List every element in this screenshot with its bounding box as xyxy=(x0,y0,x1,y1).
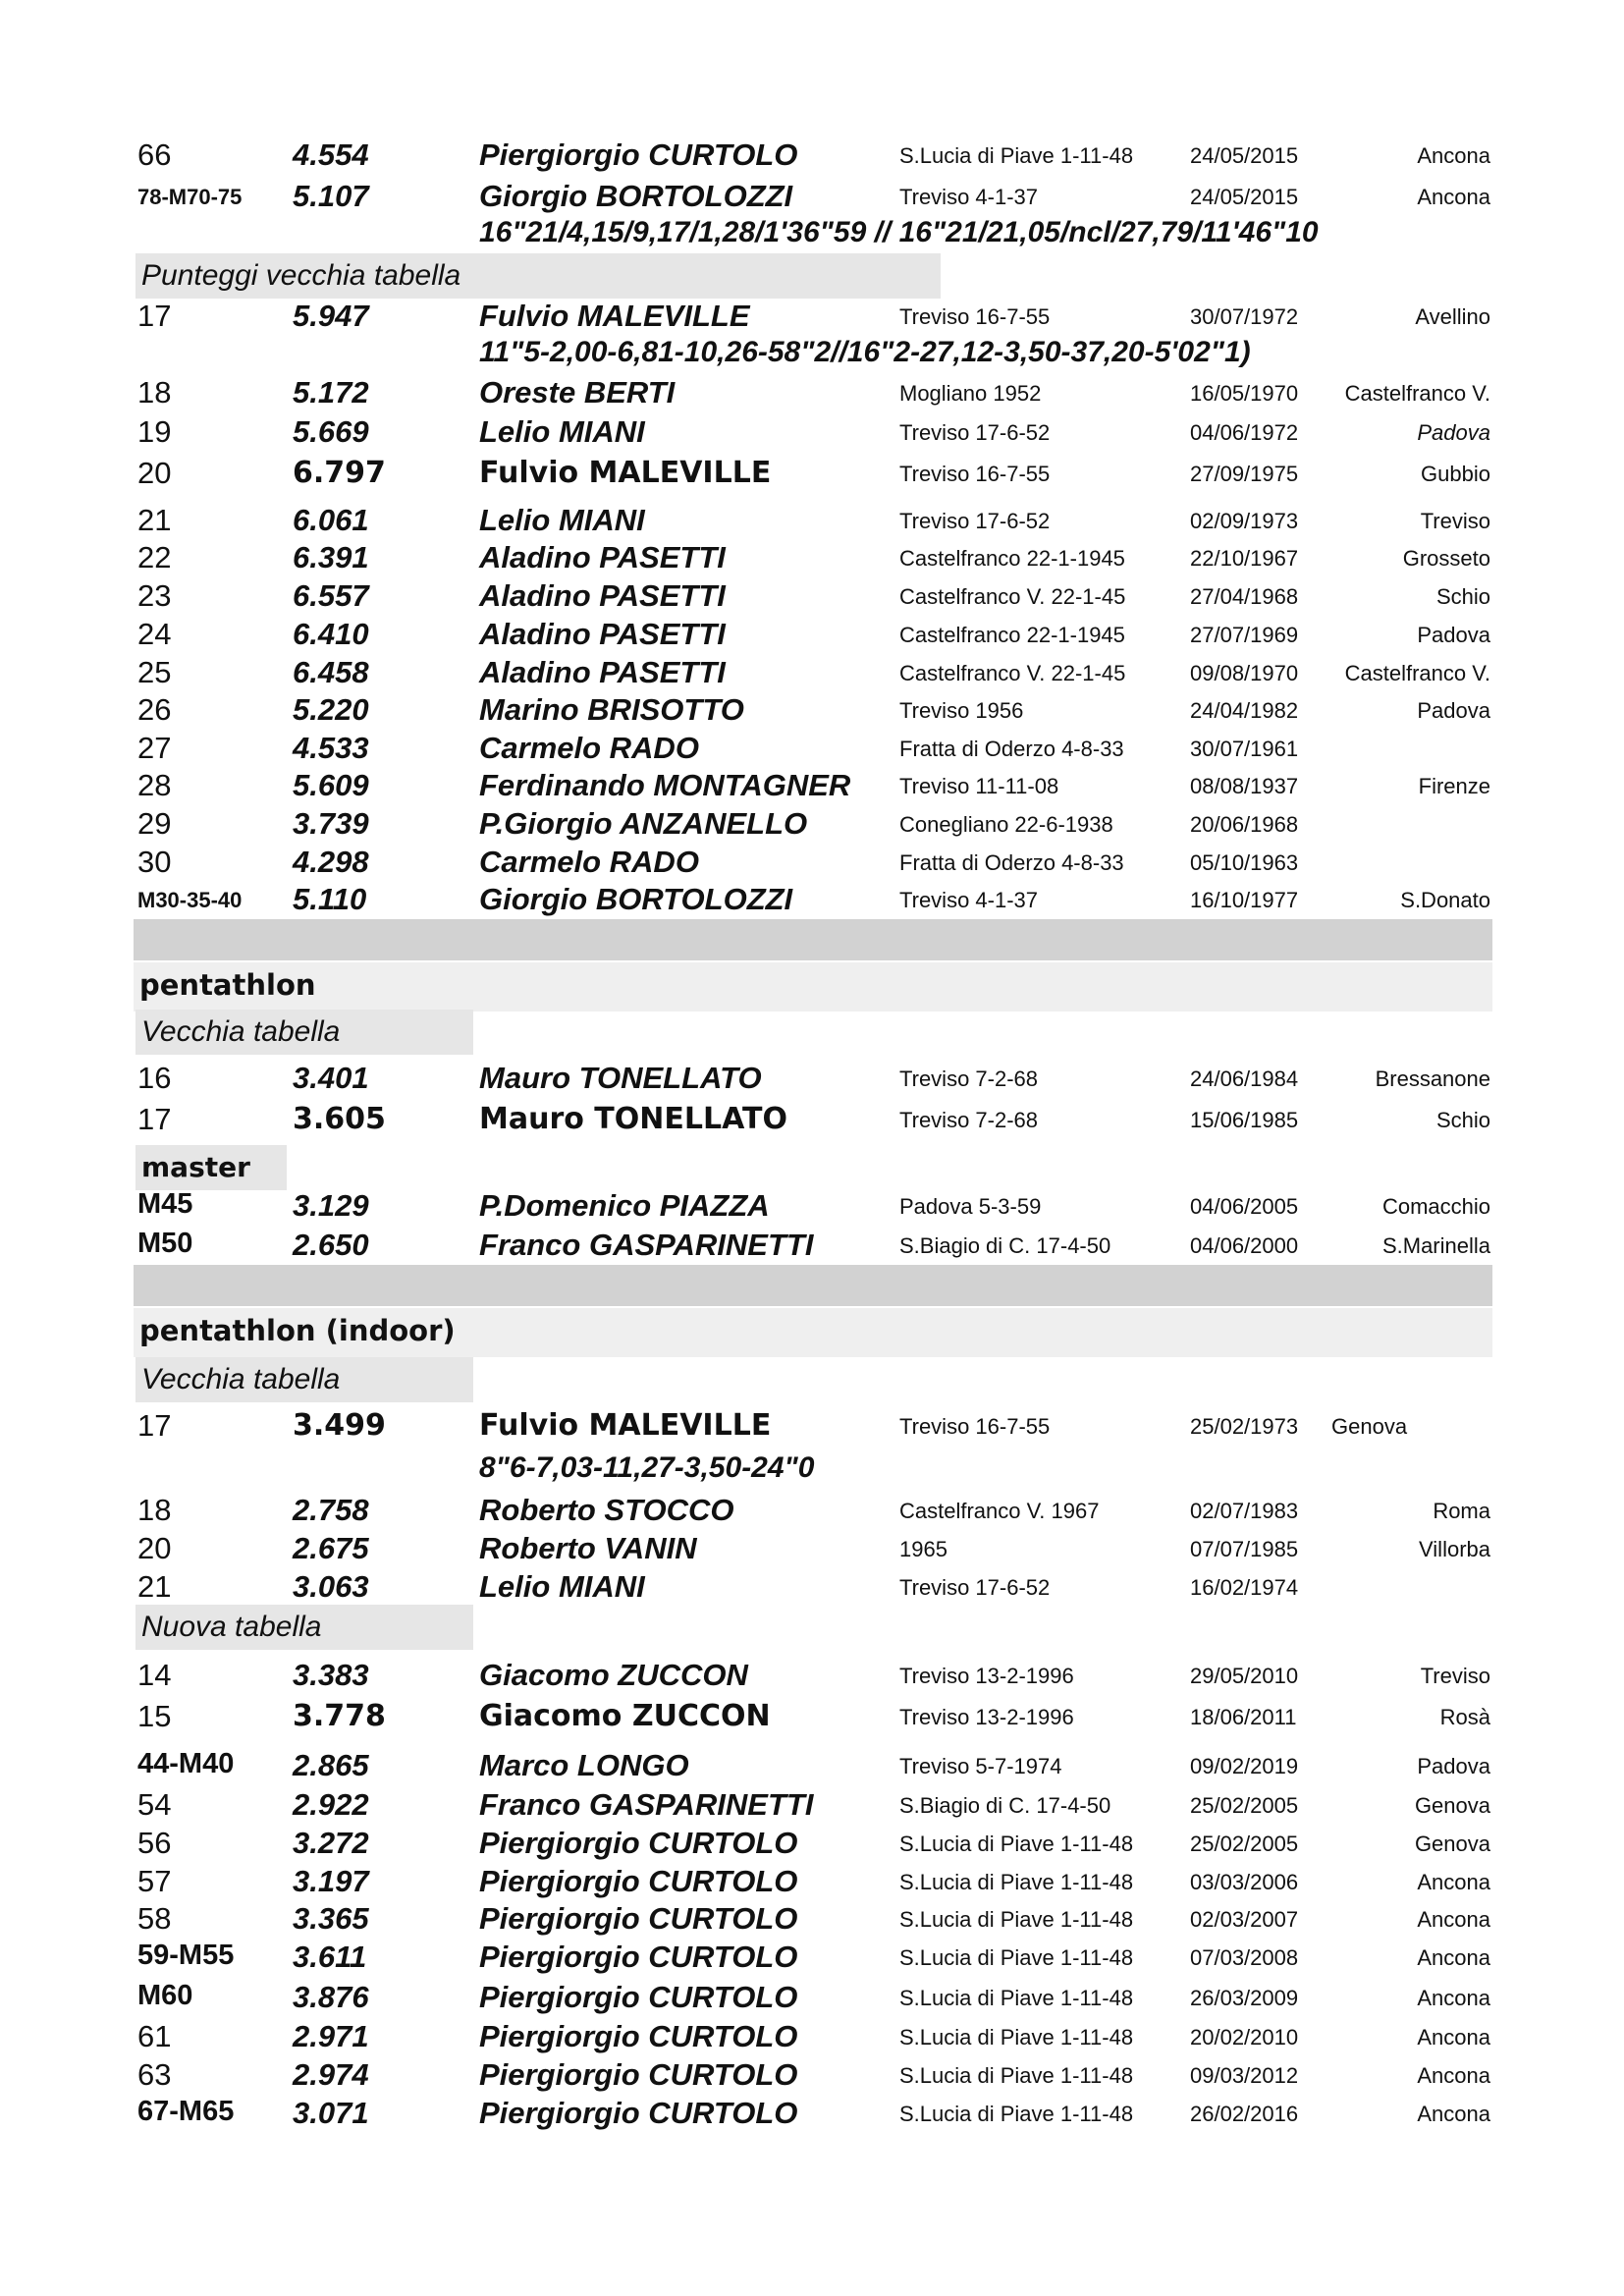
birth-place-date: Treviso 5-7-1974 xyxy=(899,1754,1062,1778)
record-row xyxy=(0,1188,1624,1228)
subsection-label xyxy=(135,1010,473,1055)
record-row xyxy=(0,503,1624,542)
score: 6.061 xyxy=(293,503,369,537)
record-row xyxy=(0,1699,1624,1738)
record-date: 18/06/2011 xyxy=(1190,1705,1297,1729)
record-date: 08/08/1937 xyxy=(1190,774,1299,798)
athlete-name: Fulvio MALEVILLE xyxy=(479,456,772,490)
score: 2.974 xyxy=(293,2057,369,2092)
record-date: 30/07/1972 xyxy=(1190,304,1299,329)
athlete-name: Aladino PASETTI xyxy=(479,540,726,574)
birth-place-date: 1965 xyxy=(899,1537,947,1561)
venue: Ancona xyxy=(1417,185,1490,209)
age-category: 56 xyxy=(137,1826,172,1860)
section-title: pentathlon (indoor) xyxy=(139,1314,456,1347)
age-category: 18 xyxy=(137,1493,172,1527)
record-date: 27/07/1969 xyxy=(1190,623,1299,647)
athlete-name: Oreste BERTI xyxy=(479,375,676,410)
score: 3.739 xyxy=(293,806,369,841)
record-row xyxy=(0,1940,1624,1979)
section-header-bg xyxy=(134,962,1492,1011)
age-category: M45 xyxy=(137,1188,193,1220)
score: 6.797 xyxy=(293,456,386,490)
birth-place-date: Treviso 16-7-55 xyxy=(899,304,1051,329)
record-row xyxy=(0,1569,1624,1609)
record-row xyxy=(0,2019,1624,2058)
venue: Ancona xyxy=(1417,1945,1490,1970)
birth-place-date: Treviso 13-2-1996 xyxy=(899,1664,1074,1688)
score: 3.272 xyxy=(293,1826,369,1860)
score: 4.533 xyxy=(293,731,369,765)
event-splits: 11"5-2,00-6,81-10,26-58"2//16"2-27,12-3,50-37,20-5'02"1) xyxy=(479,336,1251,368)
athlete-name: Franco GASPARINETTI xyxy=(479,1787,814,1822)
venue: Genova xyxy=(1414,1831,1490,1856)
birth-place-date: Treviso 4-1-37 xyxy=(899,185,1039,209)
athlete-name: Carmelo RADO xyxy=(479,731,699,765)
age-category: 28 xyxy=(137,768,172,802)
score: 6.410 xyxy=(293,617,369,651)
athlete-name: Piergiorgio CURTOLO xyxy=(479,2057,798,2092)
record-date: 20/06/1968 xyxy=(1190,812,1299,837)
athlete-name: Piergiorgio CURTOLO xyxy=(479,1901,798,1936)
birth-place-date: Treviso 11-11-08 xyxy=(899,774,1059,798)
age-category: 19 xyxy=(137,414,172,449)
age-category: 24 xyxy=(137,617,172,651)
age-category: 66 xyxy=(137,137,172,172)
record-row xyxy=(0,1408,1624,1448)
age-category: 17 xyxy=(137,1102,172,1136)
birth-place-date: Treviso 17-6-52 xyxy=(899,509,1051,533)
score: 5.609 xyxy=(293,768,369,802)
age-category: 63 xyxy=(137,2057,172,2092)
record-date: 30/07/1961 xyxy=(1190,737,1299,761)
birth-place-date: S.Lucia di Piave 1-11-48 xyxy=(899,2063,1134,2088)
age-category: M60 xyxy=(137,1980,193,2011)
athlete-name: Giorgio BORTOLOZZI xyxy=(479,882,793,916)
birth-place-date: S.Lucia di Piave 1-11-48 xyxy=(899,1945,1134,1970)
venue: Padova xyxy=(1417,420,1490,445)
birth-place-date: S.Lucia di Piave 1-11-48 xyxy=(899,2025,1134,2050)
athlete-name: Mauro TONELLATO xyxy=(479,1102,787,1136)
venue: Bressanone xyxy=(1375,1066,1490,1091)
subsection-label xyxy=(135,1357,473,1402)
birth-place-date: Mogliano 1952 xyxy=(899,381,1042,406)
record-date: 20/02/2010 xyxy=(1190,2025,1299,2050)
venue: Firenze xyxy=(1418,774,1490,798)
venue: Ancona xyxy=(1417,1870,1490,1894)
age-category: 20 xyxy=(137,1531,172,1565)
age-category: 21 xyxy=(137,503,172,537)
record-row xyxy=(0,1748,1624,1787)
venue: Schio xyxy=(1435,1108,1490,1132)
birth-place-date: S.Lucia di Piave 1-11-48 xyxy=(899,1870,1134,1894)
venue: Treviso xyxy=(1420,509,1490,533)
subsection-text: Vecchia tabella xyxy=(141,1363,341,1395)
athlete-name: Mauro TONELLATO xyxy=(479,1061,762,1095)
birth-place-date: S.Lucia di Piave 1-11-48 xyxy=(899,143,1134,168)
birth-place-date: Padova 5-3-59 xyxy=(899,1194,1042,1219)
venue: Ancona xyxy=(1417,1986,1490,2010)
venue: Schio xyxy=(1435,584,1490,609)
record-row xyxy=(0,540,1624,579)
venue: Ancona xyxy=(1417,143,1490,168)
age-category: 61 xyxy=(137,2019,172,2053)
age-category: 59-M55 xyxy=(137,1940,235,1971)
record-date: 02/03/2007 xyxy=(1190,1907,1299,1932)
age-category: 20 xyxy=(137,456,172,490)
record-row xyxy=(0,1787,1624,1827)
athlete-name: Lelio MIANI xyxy=(479,503,645,537)
age-category: 16 xyxy=(137,1061,172,1095)
athlete-name: P.Giorgio ANZANELLO xyxy=(479,806,808,841)
athlete-name: P.Domenico PIAZZA xyxy=(479,1188,770,1223)
score: 5.107 xyxy=(293,179,369,213)
athlete-name: Ferdinando MONTAGNER xyxy=(479,768,851,802)
record-date: 04/06/2000 xyxy=(1190,1233,1299,1258)
athlete-name: Piergiorgio CURTOLO xyxy=(479,2096,798,2130)
birth-place-date: Treviso 17-6-52 xyxy=(899,1575,1051,1600)
score: 2.971 xyxy=(293,2019,369,2053)
athlete-name: Aladino PASETTI xyxy=(479,655,726,689)
athlete-name: Piergiorgio CURTOLO xyxy=(479,1980,798,2014)
birth-place-date: S.Biagio di C. 17-4-50 xyxy=(899,1793,1111,1818)
record-row xyxy=(0,456,1624,495)
record-row xyxy=(0,2096,1624,2135)
age-category: 30 xyxy=(137,845,172,879)
age-category: 14 xyxy=(137,1658,172,1692)
age-category: 54 xyxy=(137,1787,172,1822)
record-date: 16/05/1970 xyxy=(1190,381,1299,406)
record-date: 04/06/1972 xyxy=(1190,420,1299,445)
score: 6.391 xyxy=(293,540,369,574)
record-date: 09/03/2012 xyxy=(1190,2063,1299,2088)
separator-band xyxy=(134,919,1492,960)
age-category: 58 xyxy=(137,1901,172,1936)
subsection-text: master xyxy=(141,1151,250,1183)
record-date: 24/06/1984 xyxy=(1190,1066,1299,1091)
birth-place-date: S.Lucia di Piave 1-11-48 xyxy=(899,1986,1134,2010)
record-row xyxy=(0,1531,1624,1570)
birth-place-date: Treviso 13-2-1996 xyxy=(899,1705,1074,1729)
age-category: 21 xyxy=(137,1569,172,1604)
record-row xyxy=(0,731,1624,770)
venue: Castelfranco V. xyxy=(1344,381,1490,406)
record-row xyxy=(0,1228,1624,1267)
section-title: pentathlon xyxy=(139,968,316,1002)
record-row xyxy=(0,375,1624,414)
athlete-name: Giorgio BORTOLOZZI xyxy=(479,179,793,213)
record-row xyxy=(0,1658,1624,1697)
record-date: 16/02/1974 xyxy=(1190,1575,1299,1600)
score: 2.650 xyxy=(293,1228,369,1262)
record-date: 09/08/1970 xyxy=(1190,661,1299,685)
record-row xyxy=(0,1493,1624,1532)
record-row xyxy=(0,1980,1624,2019)
venue: Ancona xyxy=(1417,1907,1490,1932)
athlete-name: Giacomo ZUCCON xyxy=(479,1699,771,1733)
birth-place-date: Treviso 7-2-68 xyxy=(899,1108,1039,1132)
birth-place-date: Treviso 17-6-52 xyxy=(899,420,1051,445)
birth-place-date: Conegliano 22-6-1938 xyxy=(899,812,1113,837)
athlete-name: Lelio MIANI xyxy=(479,1569,645,1604)
score: 3.401 xyxy=(293,1061,369,1095)
record-date: 29/05/2010 xyxy=(1190,1664,1299,1688)
birth-place-date: S.Biagio di C. 17-4-50 xyxy=(899,1233,1111,1258)
event-splits: 8"6-7,03-11,27-3,50-24"0 xyxy=(479,1451,815,1484)
record-row xyxy=(0,414,1624,454)
record-date: 07/03/2008 xyxy=(1190,1945,1299,1970)
record-date: 25/02/2005 xyxy=(1190,1793,1299,1818)
age-category: 23 xyxy=(137,578,172,613)
birth-place-date: Castelfranco V. 22-1-45 xyxy=(899,661,1126,685)
athlete-name: Roberto VANIN xyxy=(479,1531,697,1565)
birth-place-date: Treviso 4-1-37 xyxy=(899,888,1039,912)
record-row xyxy=(0,1826,1624,1865)
score: 2.675 xyxy=(293,1531,369,1565)
record-date: 09/02/2019 xyxy=(1190,1754,1299,1778)
record-row xyxy=(0,882,1624,921)
score: 4.554 xyxy=(293,137,369,172)
record-date: 25/02/2005 xyxy=(1190,1831,1299,1856)
subsection-label xyxy=(135,253,941,299)
athlete-name: Piergiorgio CURTOLO xyxy=(479,1826,798,1860)
athlete-name: Fulvio MALEVILLE xyxy=(479,299,750,333)
record-date: 26/02/2016 xyxy=(1190,2102,1299,2126)
birth-place-date: Castelfranco 22-1-1945 xyxy=(899,623,1125,647)
record-row xyxy=(0,1901,1624,1941)
record-date: 27/09/1975 xyxy=(1190,462,1299,486)
record-date: 07/07/1985 xyxy=(1190,1537,1299,1561)
age-category: 25 xyxy=(137,655,172,689)
age-category: M30-35-40 xyxy=(137,888,243,912)
venue: Gubbio xyxy=(1421,462,1490,486)
athlete-name: Piergiorgio CURTOLO xyxy=(479,137,798,172)
age-category: 18 xyxy=(137,375,172,410)
record-date: 16/10/1977 xyxy=(1190,888,1299,912)
record-date: 24/05/2015 xyxy=(1190,185,1299,209)
athlete-name: Piergiorgio CURTOLO xyxy=(479,1864,798,1898)
subsection-text: Nuova tabella xyxy=(141,1611,322,1643)
subsection-text: Punteggi vecchia tabella xyxy=(141,259,461,292)
record-row xyxy=(0,2057,1624,2097)
venue: Padova xyxy=(1417,623,1490,647)
age-category: 29 xyxy=(137,806,172,841)
record-row xyxy=(0,137,1624,177)
subsection-text: Vecchia tabella xyxy=(141,1015,341,1048)
age-category: M50 xyxy=(137,1228,193,1259)
record-row xyxy=(0,1061,1624,1100)
venue: Ancona xyxy=(1417,2102,1490,2126)
venue: Rosà xyxy=(1439,1705,1490,1729)
separator-band xyxy=(134,1265,1492,1306)
venue: S.Marinella xyxy=(1381,1233,1490,1258)
age-category: 27 xyxy=(137,731,172,765)
athlete-name: Franco GASPARINETTI xyxy=(479,1228,814,1262)
venue: Padova xyxy=(1417,1754,1490,1778)
score: 3.778 xyxy=(293,1699,386,1733)
record-date: 05/10/1963 xyxy=(1190,850,1299,875)
athlete-name: Piergiorgio CURTOLO xyxy=(479,2019,798,2053)
venue: Castelfranco V. xyxy=(1344,661,1490,685)
venue: Ancona xyxy=(1417,2025,1490,2050)
birth-place-date: S.Lucia di Piave 1-11-48 xyxy=(899,1907,1134,1932)
venue: Villorba xyxy=(1419,1537,1490,1561)
score: 3.197 xyxy=(293,1864,369,1898)
score: 2.865 xyxy=(293,1748,369,1782)
score: 3.129 xyxy=(293,1188,369,1223)
venue: Genova xyxy=(1331,1414,1408,1439)
venue: Treviso xyxy=(1420,1664,1490,1688)
record-date: 02/09/1973 xyxy=(1190,509,1299,533)
record-date: 15/06/1985 xyxy=(1190,1108,1299,1132)
athlete-name: Lelio MIANI xyxy=(479,414,645,449)
age-category: 67-M65 xyxy=(137,2096,235,2127)
record-row xyxy=(0,179,1624,218)
record-row xyxy=(0,617,1624,656)
venue: Grosseto xyxy=(1402,546,1490,571)
score: 6.557 xyxy=(293,578,369,613)
birth-place-date: Fratta di Oderzo 4-8-33 xyxy=(899,737,1124,761)
birth-place-date: Treviso 1956 xyxy=(899,698,1024,723)
score: 3.071 xyxy=(293,2096,369,2130)
record-row xyxy=(0,692,1624,732)
record-row xyxy=(0,655,1624,694)
score: 5.172 xyxy=(293,375,369,410)
athlete-name: Roberto STOCCO xyxy=(479,1493,734,1527)
record-date: 24/04/1982 xyxy=(1190,698,1299,723)
score: 3.605 xyxy=(293,1102,386,1136)
record-date: 22/10/1967 xyxy=(1190,546,1299,571)
age-category: 78-M70-75 xyxy=(137,185,243,209)
record-row xyxy=(0,768,1624,807)
age-category: 26 xyxy=(137,692,172,727)
athlete-name: Fulvio MALEVILLE xyxy=(479,1408,772,1443)
birth-place-date: S.Lucia di Piave 1-11-48 xyxy=(899,2102,1134,2126)
venue: Ancona xyxy=(1417,2063,1490,2088)
record-date: 02/07/1983 xyxy=(1190,1499,1299,1523)
record-row xyxy=(0,806,1624,846)
score: 5.110 xyxy=(293,882,367,916)
birth-place-date: Castelfranco V. 22-1-45 xyxy=(899,584,1126,609)
event-splits: 16"21/4,15/9,17/1,28/1'36"59 // 16"21/21,05/ncl/27,79/11'46"10 xyxy=(479,216,1319,248)
record-row xyxy=(0,1864,1624,1903)
venue: Padova xyxy=(1417,698,1490,723)
venue: Avellino xyxy=(1415,304,1490,329)
venue: S.Donato xyxy=(1400,888,1490,912)
record-row xyxy=(0,578,1624,618)
birth-place-date: S.Lucia di Piave 1-11-48 xyxy=(899,1831,1134,1856)
venue: Comacchio xyxy=(1381,1194,1490,1219)
score: 4.298 xyxy=(293,845,369,879)
age-category: 17 xyxy=(137,1408,172,1443)
athlete-name: Marco LONGO xyxy=(479,1748,689,1782)
birth-place-date: Fratta di Oderzo 4-8-33 xyxy=(899,850,1124,875)
record-row xyxy=(0,845,1624,884)
age-category: 57 xyxy=(137,1864,172,1898)
record-date: 26/03/2009 xyxy=(1190,1986,1299,2010)
venue: Roma xyxy=(1433,1499,1490,1523)
record-row xyxy=(0,1102,1624,1141)
record-date: 27/04/1968 xyxy=(1190,584,1299,609)
athlete-name: Marino BRISOTTO xyxy=(479,692,744,727)
birth-place-date: Treviso 16-7-55 xyxy=(899,1414,1051,1439)
record-date: 04/06/2005 xyxy=(1190,1194,1299,1219)
birth-place-date: Treviso 16-7-55 xyxy=(899,462,1051,486)
age-category: 44-M40 xyxy=(137,1748,235,1779)
score: 3.499 xyxy=(293,1408,386,1443)
score: 2.758 xyxy=(293,1493,369,1527)
score: 3.876 xyxy=(293,1980,369,2014)
birth-place-date: Castelfranco V. 1967 xyxy=(899,1499,1100,1523)
score: 5.220 xyxy=(293,692,369,727)
record-date: 24/05/2015 xyxy=(1190,143,1299,168)
age-category: 17 xyxy=(137,299,172,333)
score: 3.611 xyxy=(293,1940,367,1974)
score: 3.383 xyxy=(293,1658,369,1692)
subsection-label xyxy=(135,1605,473,1650)
athlete-name: Giacomo ZUCCON xyxy=(479,1658,748,1692)
record-row xyxy=(0,299,1624,338)
score: 3.063 xyxy=(293,1569,369,1604)
score: 5.669 xyxy=(293,414,369,449)
age-category: 15 xyxy=(137,1699,172,1733)
athlete-name: Aladino PASETTI xyxy=(479,578,726,613)
score: 5.947 xyxy=(293,299,369,333)
birth-place-date: Treviso 7-2-68 xyxy=(899,1066,1039,1091)
score: 3.365 xyxy=(293,1901,369,1936)
score: 2.922 xyxy=(293,1787,369,1822)
record-date: 03/03/2006 xyxy=(1190,1870,1299,1894)
athlete-name: Carmelo RADO xyxy=(479,845,699,879)
venue: Genova xyxy=(1414,1793,1490,1818)
athlete-name: Aladino PASETTI xyxy=(479,617,726,651)
athlete-name: Piergiorgio CURTOLO xyxy=(479,1940,798,1974)
subsection-label xyxy=(135,1145,287,1190)
score: 6.458 xyxy=(293,655,369,689)
birth-place-date: Castelfranco 22-1-1945 xyxy=(899,546,1125,571)
record-date: 25/02/1973 xyxy=(1190,1414,1299,1439)
age-category: 22 xyxy=(137,540,172,574)
